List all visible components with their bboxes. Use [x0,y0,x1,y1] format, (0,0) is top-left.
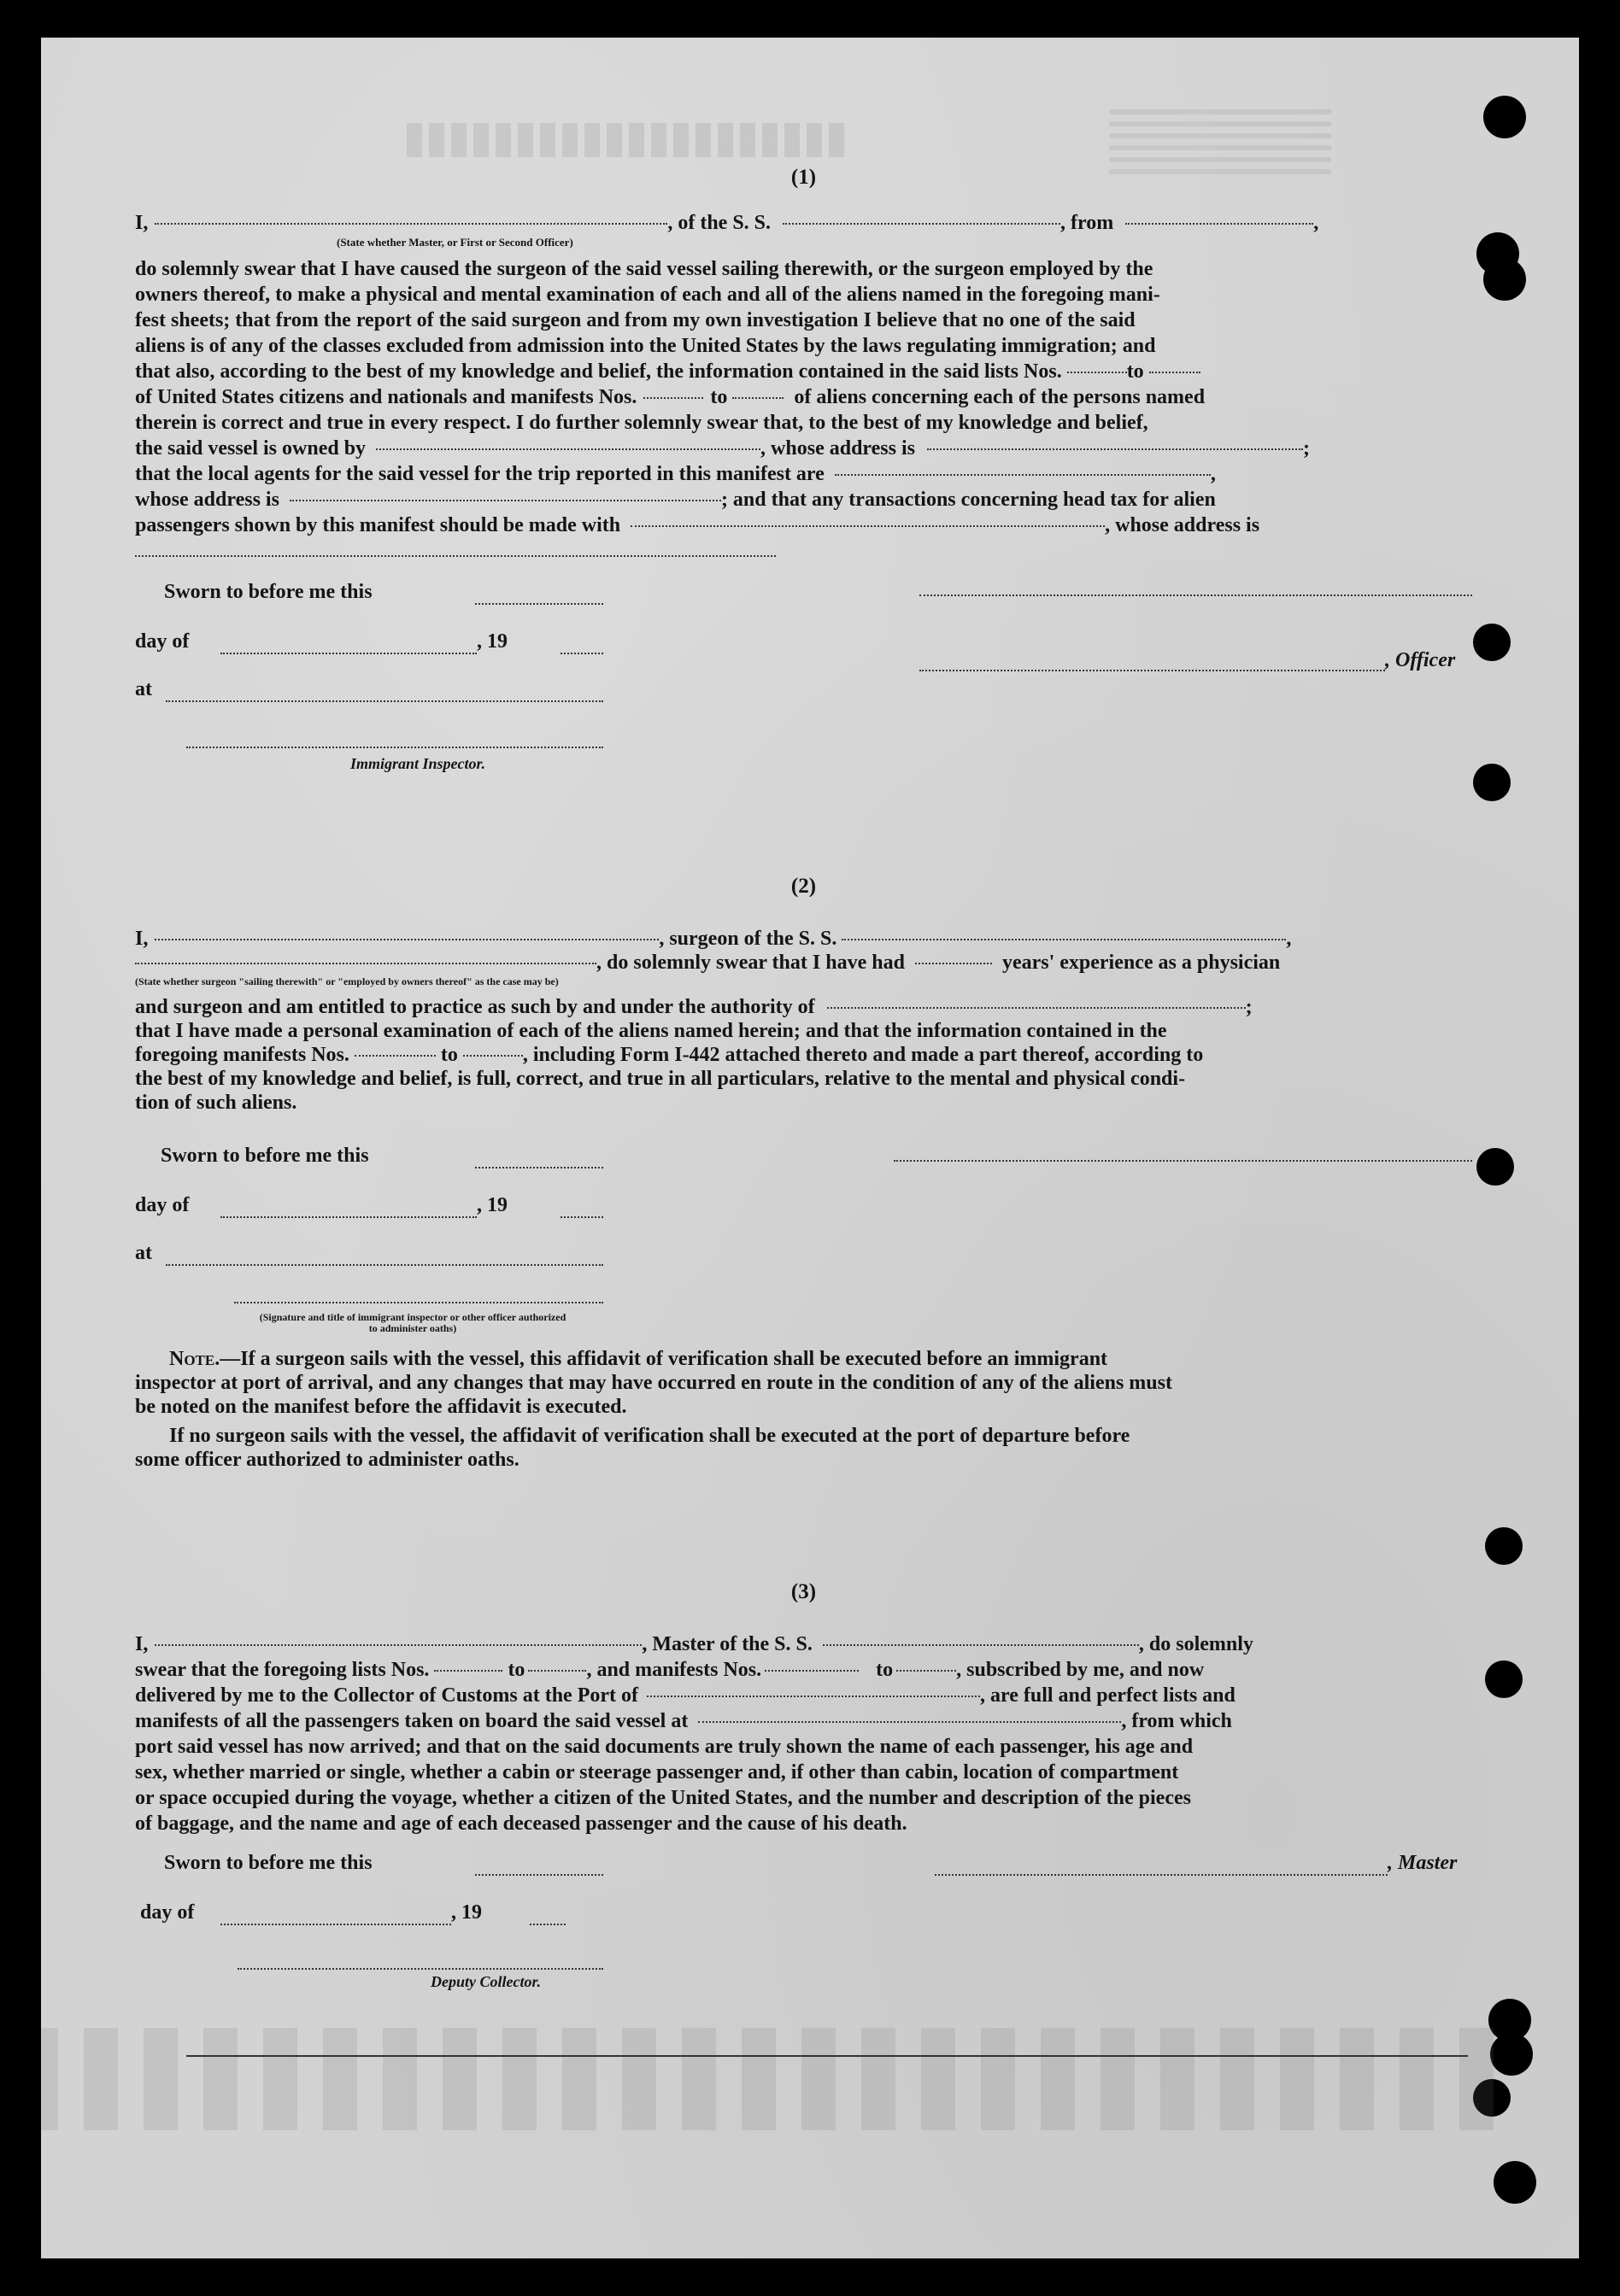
text: ; and that any transactions concerning head tax for alien [720,489,1216,511]
blank-s3-master-signature[interactable] [935,1874,1388,1876]
binder-hole [1494,2161,1536,2204]
text: that the local agents for the said vessel for the trip reported in this manifest are [135,463,825,485]
text: swear that the foregoing lists Nos. [135,1659,430,1681]
text: passengers shown by this manifest should be made with [135,514,621,536]
blank-list-from[interactable] [1067,372,1127,373]
s1-body-6 [135,384,1472,410]
text: sex, whether married or single, whether a cabin or steerage passenger and, if other than cabin, location of compartment [135,1761,1179,1784]
blank-s1-sworn-date[interactable] [475,603,603,605]
text: that also, according to the best of my knowledge and belief, the information contained in the said lists Nos. [135,360,1062,383]
s3-line-7 [135,1785,1472,1811]
text: inspector at port of arrival, and any changes that may have occurred en route in the condition of any of the aliens must [135,1372,1172,1394]
text: that I have made a personal examination of each of the aliens named herein; and that the information contained in the [135,1020,1167,1042]
blank-surgeon-status[interactable] [135,963,596,964]
text: , do solemnly swear that I have had [596,952,905,974]
blank-s3-list-to[interactable] [528,1670,586,1672]
s2-note: (State whether surgeon "sailing therewith" or "employed by owners thereof" as the case may be) [135,975,559,987]
s1-line-1 [135,210,1472,236]
blank-authority[interactable] [827,1007,1246,1009]
text: ; [1302,437,1310,460]
s3-master-label: , Master [1388,1852,1458,1874]
text: of aliens concerning each of the persons named [794,386,1206,408]
s3-collector-label: Deputy Collector. [431,1973,541,1990]
blank-s1-officer-title[interactable] [919,670,1385,671]
text: to [1126,360,1144,383]
s1-body-5 [135,359,1472,384]
text: , and manifests Nos. [586,1659,762,1681]
s2-sig-note: (Signature and title of immigrant inspector or other officer authorized to administer oaths) [259,1311,566,1334]
text: , are full and perfect lists and [979,1684,1236,1707]
s2-line-2 [135,950,1472,975]
text: , subscribed by me, and now [956,1659,1205,1681]
text: and surgeon and am entitled to practice as such by and under the authority of [135,996,815,1018]
binder-hole [1473,764,1511,801]
blank-s2-inspector-signature[interactable] [234,1302,603,1303]
blank-s2-ship[interactable] [842,939,1286,940]
text: I, [135,212,149,234]
bleed-through-mark [400,123,844,157]
text: , of the S. S. [667,212,772,234]
text: , whose address is [760,437,915,460]
text: therein is correct and true in every respect. I do further solemnly swear that, to the best of my knowledge and belief, [135,412,1148,434]
s3-day-label: day of [140,1901,195,1924]
blank-manifest-from[interactable] [643,397,703,399]
blank-owner[interactable] [376,448,760,450]
s2-note-1 [135,1346,1472,1372]
binder-hole [1483,96,1526,138]
bottom-rule [186,2055,1468,2057]
s2-line-5 [135,1042,1472,1068]
s2-line-4 [135,1018,1472,1044]
s1-body-7 [135,410,1472,436]
text: whose address is [135,489,279,511]
blank-s3-manifest-to[interactable] [896,1670,956,1672]
s3-line-1 [135,1631,1472,1657]
text: do solemnly swear that I have caused the surgeon of the said vessel sailing therewith, or the surgeon employed by the [135,258,1153,280]
s2-line-3 [135,994,1472,1020]
text: be noted on the manifest before the affidavit is executed. [135,1396,627,1418]
s2-note-4 [135,1423,1472,1449]
text: manifests of all the passengers taken on board the said vessel at [135,1710,689,1732]
s1-body-9 [135,461,1472,487]
blank-s2-day[interactable] [220,1216,477,1218]
text: I, [135,928,149,950]
blank-s3-sworn-date[interactable] [475,1874,603,1876]
text: ; [1245,996,1253,1018]
blank-s3-year[interactable] [530,1924,566,1925]
blank-name[interactable] [155,223,667,225]
s2-sworn-label: Sworn to before me this [161,1145,369,1167]
s3-line-6 [135,1760,1472,1785]
section-1-number: (1) [790,166,817,189]
blank-list-to[interactable] [1149,372,1200,373]
blank-master-name[interactable] [155,1644,642,1646]
blank-s2-manifest-from[interactable] [355,1055,436,1057]
blank-from[interactable] [1125,223,1313,225]
s1-body-4 [135,333,1472,359]
blank-agents-address[interactable] [290,500,721,501]
text: to [710,386,728,408]
s1-officer-label: , Officer [1385,649,1456,671]
text: If no surgeon sails with the vessel, the affidavit of verification shall be executed at the port of departure before [169,1425,1130,1447]
text: , surgeon of the S. S. [659,928,837,950]
text: , from which [1121,1710,1232,1732]
s3-line-8 [135,1811,1472,1836]
form-page [41,38,1579,2258]
section-3-number: (3) [790,1580,817,1603]
blank-s2-surgeon-signature[interactable] [894,1160,1472,1162]
s2-day-label: day of [135,1194,190,1216]
text: tion of such aliens. [135,1092,297,1114]
blank-s1-inspector-signature[interactable] [186,747,603,748]
blank-s3-list-from[interactable] [434,1670,502,1672]
blank-boarding-port[interactable] [698,1721,1121,1723]
text: aliens is of any of the classes excluded from admission into the United States by the laws regulating immigration; and [135,335,1156,357]
blank-s2-at[interactable] [166,1264,603,1266]
section-2-number: (2) [790,875,817,898]
blank-s2-sworn-date[interactable] [475,1167,603,1168]
blank-s3-collector-signature[interactable] [238,1968,603,1970]
s3-line-5 [135,1734,1472,1760]
blank-owner-address[interactable] [927,448,1303,450]
blank-agents[interactable] [835,474,1211,476]
s2-year-label: , 19 [477,1194,508,1216]
s1-note: (State whether Master, or First or Second Officer) [337,236,573,249]
binder-hole [1483,258,1526,301]
blank-head-tax-party[interactable] [631,525,1105,527]
s2-line-1 [135,926,1472,952]
text: the best of my knowledge and belief, is full, correct, and true in all particulars, relative to the mental and physical condi- [135,1068,1186,1090]
binder-hole [1485,1527,1523,1565]
s1-at-label: at [135,678,152,700]
s3-year-label: , 19 [451,1901,482,1924]
blank-s1-at[interactable] [166,700,603,702]
s1-body-11 [135,512,1472,538]
text: , [1210,463,1216,485]
text: owners thereof, to make a physical and mental examination of each and all of the aliens named in the foregoing mani- [135,284,1160,306]
blank-s1-officer-signature[interactable] [919,594,1472,596]
binder-hole [1490,2033,1533,2076]
text: port said vessel has now arrived; and that on the said documents are truly shown the name of each passenger, his age and [135,1736,1194,1758]
text: fest sheets; that from the report of the said surgeon and from my own investigation I believe that no one of the said [135,309,1136,331]
blank-surgeon-name[interactable] [155,939,659,940]
s1-body-1 [135,256,1472,282]
s1-inspector-label: Immigrant Inspector. [350,755,486,772]
s2-line-7 [135,1090,1472,1116]
blank-s2-year[interactable] [561,1216,603,1218]
s1-body-10 [135,487,1472,512]
text: , including Form I-442 attached thereto and made a part thereof, according to [522,1044,1204,1066]
text: some officer authorized to administer oaths. [135,1449,519,1471]
text: , [1313,212,1319,234]
text: or space occupied during the voyage, whether a citizen of the United States, and the number and description of the pieces [135,1787,1191,1809]
s2-at-label: at [135,1242,152,1264]
s3-line-2 [135,1657,1472,1683]
s2-note-2 [135,1370,1472,1396]
blank-port[interactable] [647,1696,980,1697]
text: delivered by me to the Collector of Customs at the Port of [135,1684,638,1707]
text: , [1286,928,1292,950]
blank-years-experience[interactable] [915,963,992,964]
s1-body-3 [135,308,1472,333]
s3-line-4 [135,1708,1472,1734]
blank-s2-manifest-to[interactable] [463,1055,523,1057]
binder-hole [1473,624,1511,661]
blank-s3-ship[interactable] [823,1644,1139,1646]
blank-s1-day[interactable] [220,653,477,654]
s1-body-8 [135,436,1472,461]
s1-day-label: day of [135,630,190,653]
s3-line-3 [135,1683,1472,1708]
text: of baggage, and the name and age of each deceased passenger and the cause of his death. [135,1813,907,1835]
text: —If a surgeon sails with the vessel, this affidavit of verification shall be executed before an immigrant [220,1348,1108,1370]
binder-hole [1485,1660,1523,1698]
text: years' experience as a physician [1001,952,1281,974]
text: I, [135,1633,149,1655]
s1-body-2 [135,282,1472,308]
note-label: Note. [169,1348,220,1370]
text: to [876,1659,894,1681]
blank-ship[interactable] [783,223,1060,225]
text: , do solemnly [1138,1633,1253,1655]
s2-note-3 [135,1394,1472,1420]
text: , from [1060,212,1114,234]
s1-year-label: , 19 [477,630,508,653]
text: to [508,1659,525,1681]
bleed-through-mark [1109,106,1331,174]
s2-note-5 [135,1447,1472,1473]
blank-s3-day[interactable] [220,1924,451,1925]
s3-sworn-label: Sworn to before me this [164,1852,373,1874]
blank-s1-year[interactable] [561,653,603,654]
binder-hole [1476,1148,1514,1186]
s2-line-6 [135,1066,1472,1092]
blank-s3-manifest-from[interactable] [765,1670,859,1672]
blank-manifest-to[interactable] [732,397,784,399]
text: , whose address is [1105,514,1260,536]
bleed-through-mark [41,2028,1494,2130]
text: to [440,1044,458,1066]
text: foregoing manifests Nos. [135,1044,349,1066]
text: the said vessel is owned by [135,437,367,460]
blank-head-tax-address[interactable] [135,555,776,557]
text: , Master of the S. S. [642,1633,813,1655]
s1-sworn-label: Sworn to before me this [164,581,373,603]
text: of United States citizens and nationals and manifests Nos. [135,386,637,408]
